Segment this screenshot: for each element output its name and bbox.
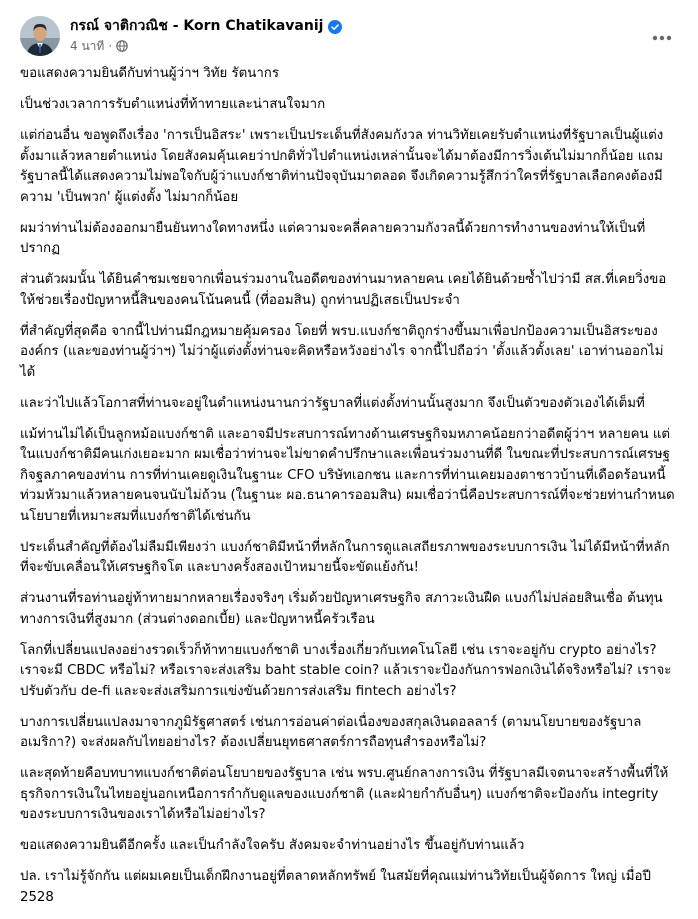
person-avatar-icon [20, 16, 60, 56]
post-paragraph: บางการเปลี่ยนแปลงมาจากภูมิรัฐศาสตร์ เช่นการอ่อนค่าต่อเนื่องของสกุลเงินดอลลาร์ (ตามนโยบายของรัฐบาลอเมริกา?) จะส่งผลกับไทยอย่างไร? ต้องเปลี่ยนยุทธศาสตร์การถือทุนสำรองหรือไม่? [20, 714, 642, 750]
meta-separator: · [108, 39, 113, 53]
more-options-button[interactable] [646, 22, 678, 54]
author-name-row [70, 16, 342, 36]
post-meta [70, 38, 128, 54]
post-paragraph: ประเด็นสำคัญที่ต้องไม่ลืมมีเพียงว่า แบงก์ชาติมีหน้าที่หลักในการดูแลเสถียรภาพของระบบการเงิน ไม่ได้มีหน้าที่หลักที่จะขับเคลื่อนให้เศรษฐกิจโต และบางครั้งสองเป้าหมายนี้จะขัดแย้งกัน! [20, 539, 670, 575]
post-paragraph: ปล. เราไม่รู้จักกัน แต่ผมเคยเป็นเด็กฝึกงานอยู่ที่ตลาดหลักทรัพย์ ในสมัยที่คุณแม่ท่านวิทัยเป็นผู้จัดการ ใหญ่ เมื่อปี 2528 [20, 869, 651, 905]
post-timestamp[interactable]: 4 นาที [70, 39, 105, 53]
post-paragraph: ส่วนตัวผมนั้น ได้ยินคำชมเชยจากเพื่อนร่วมงานในอดีตของท่านมาหลายคน เคยได้ยินด้วยซ้ำไปว่ามี สส.ที่เคยวิ่งขอให้ช่วยเรื่องปัญหาหนี้สินของคนโน้นคนนี้ (ที่ออมสิน) ถูกท่านปฏิเสธเป็นประจำ [20, 272, 667, 308]
post-paragraph: เป็นช่วงเวลาการรับตำแหน่งที่ท้าทายและน่าสนใจมาก [20, 97, 326, 112]
post-paragraph: และว่าไปแล้วโอกาสที่ท่านจะอยู่ในตำแหน่งนานกว่ารัฐบาลที่แต่งตั้งท่านนั้นสูงมาก จึงเป็นตัวของตัวเองได้เต็มที่ [20, 395, 645, 411]
post-paragraph: ส่วนงานที่รอท่านอยู่ท้าทายมากหลายเรื่องจริงๆ เริ่มด้วยปัญหาเศรษฐกิจ สภาวะเงินฝืด แบงก์ไม่ปล่อยสินเชื่อ ต้นทุนทางการเงินที่สูงมาก (ส่วนต่างดอกเบี้ย) และปัญหาหนี้ครัวเรือน [20, 591, 663, 627]
post-paragraph: โลกที่เปลี่ยนแปลงอย่างรวดเร็วก็ท้าทายแบงก์ชาติ บางเรื่องเกี่ยวกับเทคโนโลยี เช่น เราจะอยู่กับ crypto อย่างไร? เราจะมี CBDC หรือไม่? หรือเราจะส่งเสริม baht stable coin? แล้วเราจะป้องกันการฟอกเงินได้จริงหรือไม่? เราจะปรับตัวกับ de-fi และจะส่งเสริมการแข่งขันด้วยการส่งเสริม fintech อย่างไร? [20, 642, 672, 699]
post-body [20, 64, 678, 919]
globe-icon[interactable] [116, 40, 128, 52]
post-paragraph: แม้ท่านไม่ได้เป็นลูกหม้อแบงก์ชาติ และอาจมีประสบการณ์ทางด้านเศรษฐกิจมหภาคน้อยกว่าอดีตผู้ว่าฯ หลายคน แต่ในแบงก์ชาติมีคนเก่งเยอะมาก ผมเชื่อว่าท่านจะไม่ขาดคำปรึกษาและเพื่อนร่วมงานที่ดี ในขณะที่ประสบการณ์เศรษฐกิจฐลภาคของท่าน การที่ท่านเคยดูเงินในฐานะ CFO บริษัทเอกชน และการที่ท่านเคยมองตาชาวบ้านที่เดือดร้อนหนี้ท่วมหัวมาแล้วหลายคนจนนับไม่ถ้วน (ในฐานะ ผอ.ธนาคารออมสิน) ผมเชื่อว่านี่คือประสบการณ์ที่จะช่วยท่านกำหนดนโยบายที่เหมาะสมที่แบงก์ชาติได้เช่นกัน [20, 426, 675, 524]
author-avatar[interactable] [20, 16, 60, 56]
post-header [0, 0, 698, 70]
post-paragraph: ที่สำคัญที่สุดคือ จากนี้ไปท่านมีกฎหมายคุ้มครอง โดยที่ พรบ.แบงก์ชาติถูกร่างขึ้นมาเพื่อปกป้องความเป็นอิสระขององค์กร (และของท่านผู้ว่าฯ) ไม่ว่าผู้แต่งตั้งท่านจะคิดหรือหวังอย่างไร จากนี้ไปถือว่า 'ตั้งแล้วตั้งเลย' เอาท่านออกไม่ได้ [20, 323, 664, 380]
more-options-icon [652, 35, 672, 41]
post-paragraph: และสุดท้ายคือบทบาทแบงก์ชาติต่อนโยบายของรัฐบาล เช่น พรบ.ศูนย์กลางการเงิน ที่รัฐบาลมีเจตนาจะสร้างพื้นที่ให้ธุรกิจการเงินในไทยอยู่นอกเหนือการกำกับดูแลของแบงก์ชาติ (และฝ่ายกำกับอื่นๆ) แบงก์ชาติจะป้องกัน integrity ของระบบการเงินของเราได้หรือไม่อย่างไร? [20, 766, 669, 822]
verified-badge-icon [328, 19, 342, 33]
post-paragraph: ผมว่าท่านไม่ต้องออกมายืนยันทางใดทางหนึ่ง แต่ความจะคลี่คลายความกังวลนี้ด้วยการทำงานของท่านให้เป็นที่ปรากฏ [20, 220, 646, 256]
post-paragraph: ขอแสดงความยินดีกับท่านผู้ว่าฯ วิทัย รัตนากร [20, 66, 280, 81]
post-paragraph: ขอแสดงความยินดีอีกครั้ง และเป็นกำลังใจครับ สังคมจะจำท่านอย่างไร ขึ้นอยู่กับท่านแล้ว [20, 838, 525, 853]
post-paragraph: แต่ก่อนอื่น ขอพูดถึงเรื่อง 'การเป็นอิสระ' เพราะเป็นประเด็นที่สังคมกังวล ท่านวิทัยเคยรับตำแหน่งที่รัฐบาลเป็นผู้แต่งตั้งมาแล้วหลายตำแหน่ง โดยสังคมคุ้นเคยว่าปกติทั่วไปตำแหน่งเหล่านั้นจะได้มาต้องมีการวิ่งเต้นไม่มากก็น้อย แถมรัฐบาลนี้ได้แสดงความไม่พอใจกับผู้ว่าแบงก์ชาติท่านปัจจุบันมาตลอด จึงเกิดความรู้สึกว่าใครที่รัฐบาลเลือกคงต้องมีความ 'เป็นพวก' ผู้แต่งตั้ง ไม่มากก็น้อย [20, 128, 664, 205]
author-name[interactable]: กรณ์ จาติกวณิช - Korn Chatikavanij [70, 18, 324, 34]
